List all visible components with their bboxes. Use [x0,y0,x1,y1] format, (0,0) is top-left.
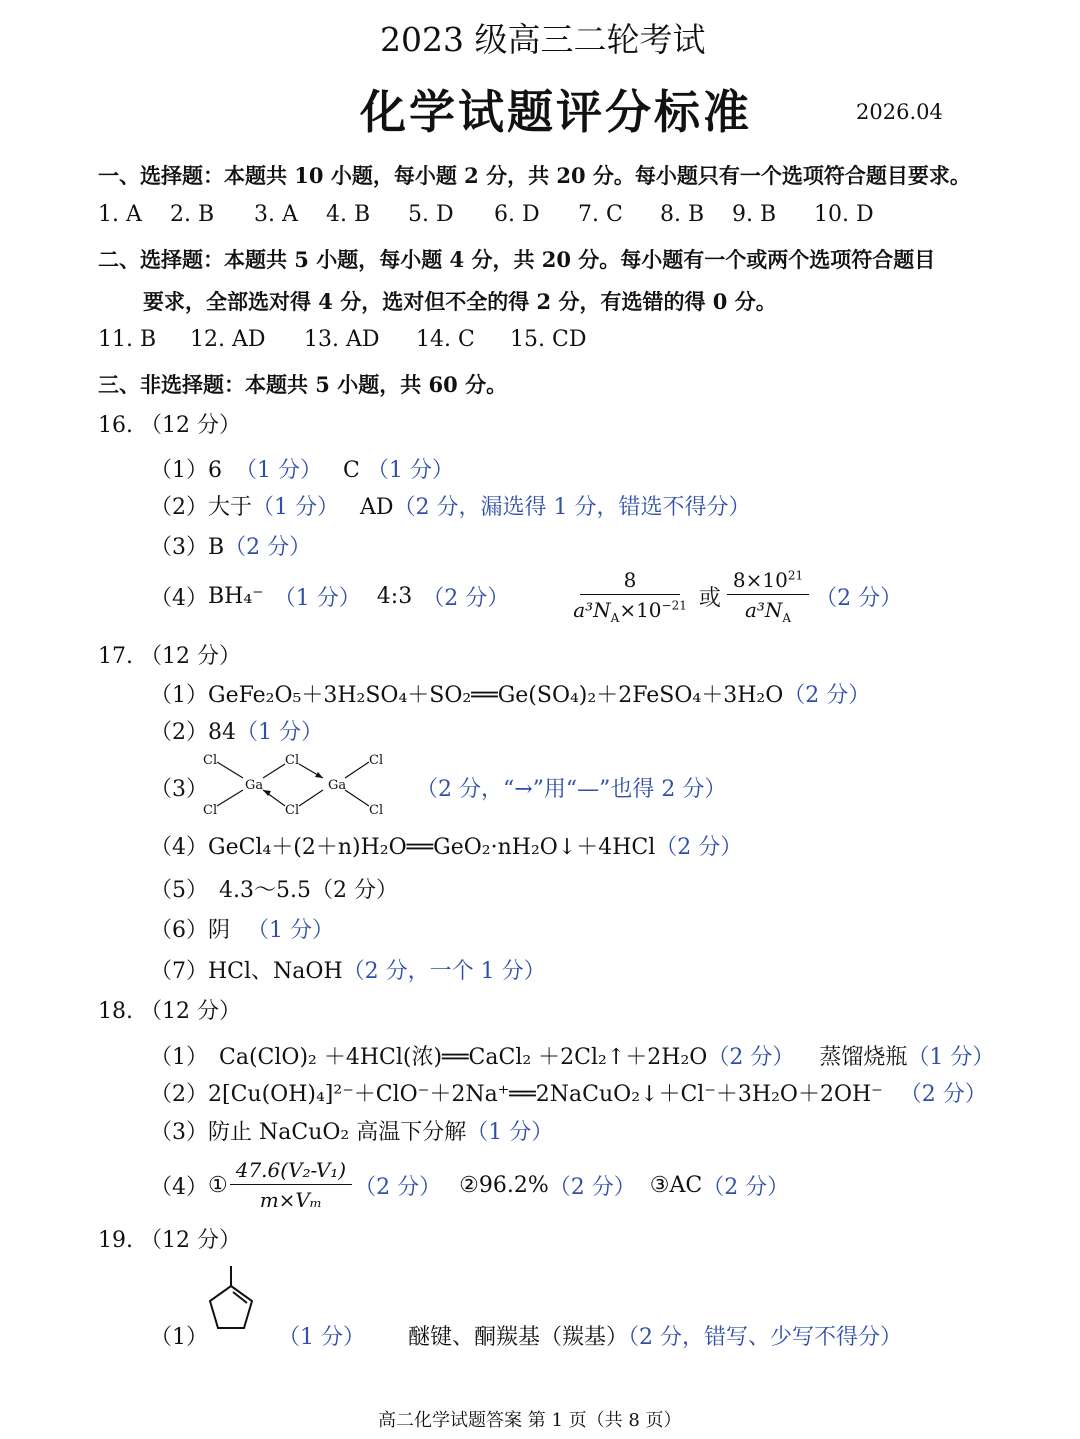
score: （2 分） [899,1082,987,1107]
score: （2 分） [815,586,903,611]
score: （2 分） [354,1174,442,1200]
score: （2 分） [783,683,871,708]
answer: 防止 NaCuO₂ 高温下分解 [208,1120,467,1145]
answer: 蒸馏烧瓶 [819,1045,908,1070]
q16-part4 [150,568,902,625]
answer-12: 12. AD [190,327,266,352]
q17-part1 [150,678,870,709]
score: （2 分） [655,835,743,860]
q17-part2 [150,715,323,746]
answer-1: 1. A [98,202,142,227]
part-label: （3） [150,1120,208,1145]
score: （1 分） [466,1120,554,1145]
score: （2 分） [707,1045,795,1070]
answer-2: 2. B [170,202,215,227]
part-label: （1） [150,683,208,708]
answer: 84 [208,720,236,745]
answer: 4.3～5.5（2 分） [219,878,398,903]
part-label: （4） [150,835,208,860]
ga2cl6-structure [195,748,395,820]
fraction-numerator: 47.6(V₂-V₁) [230,1158,352,1185]
atom-cl: Cl [369,803,384,818]
answer: AD [360,495,394,520]
part-label: （4） [150,1174,208,1200]
fraction-denominator: $a^3N_A$ [744,598,792,625]
answer-6: 6. D [494,202,540,227]
q17-part3-label: （3） [150,777,208,802]
part-label: （6） [150,918,208,943]
purity-fraction [230,1158,352,1212]
score: （1 分） [907,1045,995,1070]
score: （1 分） [235,458,322,483]
q17-part5 [150,873,398,904]
part-label: （3） [150,535,208,560]
density-fraction-1 [567,568,693,625]
answer-13: 13. AD [304,327,380,352]
q19-part1 [278,1320,902,1351]
doc-title: 化学试题评分标准 [360,85,752,139]
score: （1 分） [252,495,340,520]
part-label: （5） [150,878,208,903]
q17-part7 [150,954,546,985]
answer: 阴 [208,918,231,943]
atom-cl: Cl [285,803,300,818]
q18-part4 [150,1158,789,1212]
answer: ③AC [649,1172,703,1198]
section1-heading: 一、选择题：本题共 10 小题，每小题 2 分，共 20 分。每小题只有一个选项符合题目要求。 [98,163,971,188]
q17-title: 17. （12 分） [98,644,241,669]
part-label: （2） [150,720,208,745]
answer: BH₄⁻ [208,584,264,609]
atom-cl: Cl [285,753,300,768]
answer-4: 4. B [326,202,371,227]
answer: 醚键、酮羰基（羰基） [408,1325,629,1350]
score: （1 分） [366,458,454,483]
answer: 6 [208,458,222,483]
part-label: （2） [150,1082,208,1107]
q17-part4 [150,830,742,861]
q16-part1 [150,453,454,484]
answer-11: 11. B [98,327,157,352]
score: （2 分） [548,1174,636,1200]
exam-title: 2023 级高三二轮考试 [380,20,706,59]
q19-title: 19. （12 分） [98,1228,241,1253]
answer-8: 8. B [660,202,705,227]
answer: B [208,535,225,560]
answer-3: 3. A [254,202,298,227]
page-footer: 高二化学试题答案 第 1 页（共 8 页） [378,1410,682,1431]
equation: 2[Cu(OH)₄]²⁻＋ClO⁻＋2Na⁺══2NaCuO₂↓＋Cl⁻＋3H₂O＋2OH⁻ [208,1082,883,1107]
answer: ① [208,1172,228,1198]
fraction-denominator: m×Vₘ [259,1188,323,1212]
answer: 4:3 [376,584,413,609]
answer: C [343,458,360,483]
q18-part3 [150,1115,553,1146]
section2-heading-1: 二、选择题：本题共 5 小题，每小题 4 分，共 20 分。每小题有一个或两个选项符合题目 [98,247,936,272]
answer-10: 10. D [814,202,874,227]
q19-part1-label: （1） [150,1325,208,1350]
answer-9: 9. B [732,202,777,227]
answer-5: 5. D [408,202,454,227]
q17-part6 [150,913,334,944]
score: （1 分） [236,720,323,745]
fraction-numerator: $8\times 10^{21}$ [727,568,809,595]
density-fraction-2 [727,568,809,625]
q18-part1 [150,1040,994,1071]
atom-cl: Cl [203,753,218,768]
atom-cl: Cl [369,753,384,768]
answer-15: 15. CD [510,327,587,352]
q16-part3 [150,530,311,561]
answer: ②96.2% [459,1172,549,1198]
fraction-numerator: 8 [580,568,681,595]
section2-heading-2: 要求，全部选对得 4 分，选对但不全的得 2 分，有选错的得 0 分。 [143,289,777,314]
score: （2 分） [702,1174,790,1200]
score: （1 分） [273,586,361,611]
part-label: （2） [150,495,208,520]
answer-7: 7. C [578,202,623,227]
answer: HCl、NaOH [208,959,343,984]
q17-part3-score: （2 分，“→”用“—”也得 2 分） [416,777,727,802]
equation: GeCl₄＋(2＋n)H₂O══GeO₂·nH₂O↓＋4HCl [208,835,656,860]
score: （2 分，错写、少写不得分） [628,1325,903,1350]
answer: 大于 [208,495,253,520]
part-label: （4） [150,586,208,611]
q18-title: 18. （12 分） [98,999,241,1024]
q18-part2 [150,1077,987,1108]
q16-title: 16. （12 分） [98,413,241,438]
score: （2 分，一个 1 分） [342,959,546,984]
part-label: （1） [150,458,208,483]
q16-part2 [150,490,751,521]
atom-ga: Ga [245,778,264,793]
atom-cl: Cl [203,803,218,818]
score: （2 分） [224,535,312,560]
score: （2 分） [422,586,510,611]
equation: Ca(ClO)₂ ＋4HCl(浓)══CaCl₂ ＋2Cl₂↑＋2H₂O [219,1045,708,1070]
part-label: （1） [150,1045,208,1070]
methylcyclopentene-structure [200,1262,260,1336]
score: （2 分，漏选得 1 分，错选不得分） [393,495,751,520]
doc-date: 2026.04 [856,100,943,124]
score: （1 分） [247,918,335,943]
fraction-denominator: $a^3N_A\times 10^{-21}$ [573,598,687,625]
score: （1 分） [278,1325,365,1350]
or-text: 或 [698,586,721,611]
equation: GeFe₂O₅＋3H₂SO₄＋SO₂══Ge(SO₄)₂＋2FeSO₄＋3H₂O [208,683,784,708]
section3-heading: 三、非选择题：本题共 5 小题，共 60 分。 [98,372,508,397]
answer-14: 14. C [416,327,475,352]
part-label: （7） [150,959,208,984]
atom-ga: Ga [328,778,347,793]
